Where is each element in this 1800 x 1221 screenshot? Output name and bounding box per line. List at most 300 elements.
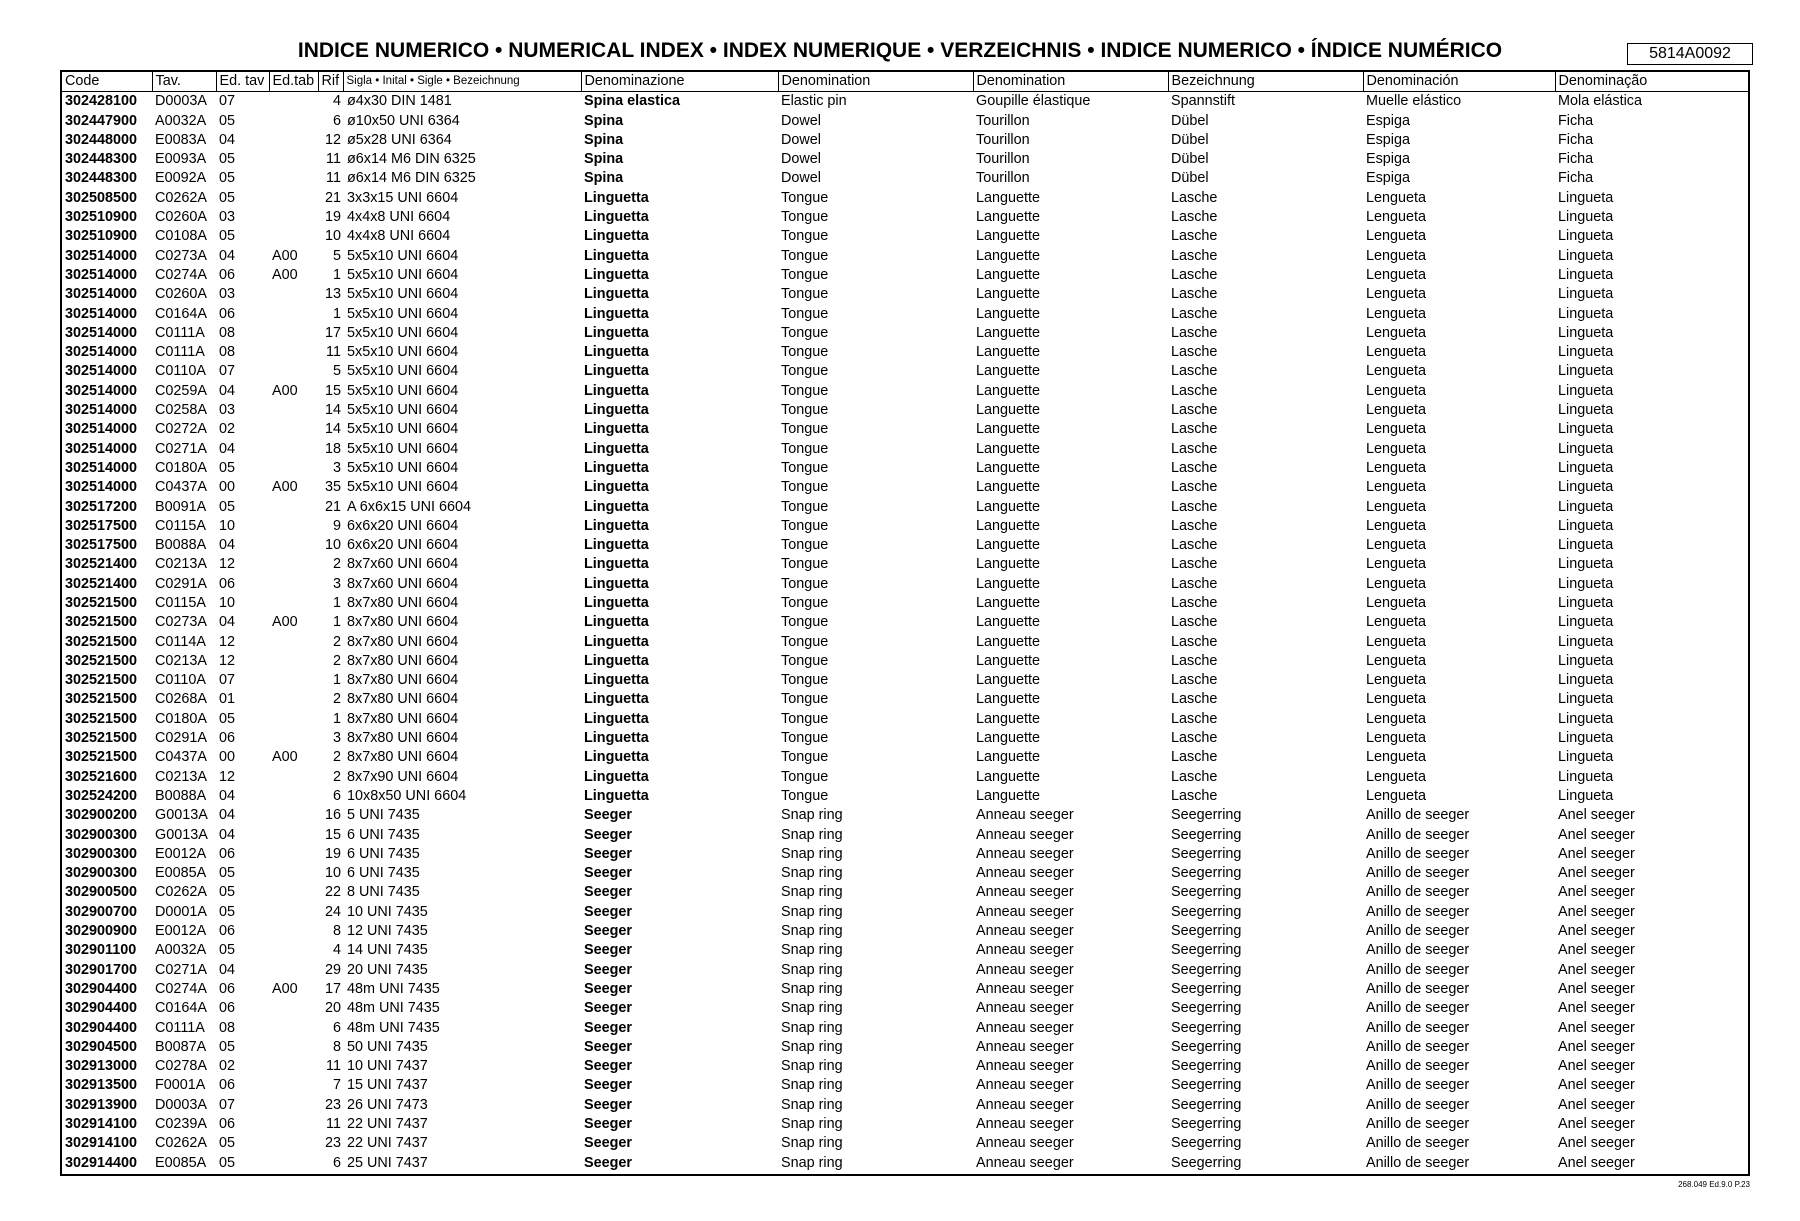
cell-denomination-en: Dowel [781,131,821,148]
cell-denomination-fr: Anneau seeger [976,1077,1074,1094]
cell-sigla: 48m UNI 7435 [347,1000,440,1017]
cell-ed-tab [269,420,318,439]
cell-ed-tab [269,960,318,979]
table-row [62,767,1748,786]
cell-tav: D0003A [155,93,208,110]
cell-bezeichnung: Seegerring [1171,903,1242,920]
cell-denomination-en: Snap ring [781,903,843,920]
table-row [62,420,1748,439]
cell-tav: C0111A [155,1019,205,1036]
cell-rif: 15 [324,826,341,843]
cell-denominacion: Lengueta [1366,363,1427,380]
cell-sigla: 15 UNI 7437 [347,1077,428,1094]
cell-ed-tab [269,362,318,381]
cell-denominacao: Lingueta [1558,614,1614,631]
cell-rif: 18 [324,440,341,457]
cell-rif: 10 [324,228,341,245]
cell-ed-tab [269,536,318,555]
cell-denominacao: Lingueta [1558,556,1614,573]
cell-ed-tav: 04 [219,440,236,457]
cell-denomination-fr: Anneau seeger [976,980,1074,997]
table-row [62,671,1748,690]
cell-denominazione: Seeger [584,845,632,862]
cell-ed-tab [269,864,318,883]
cell-tav: G0013A [155,826,208,843]
cell-bezeichnung: Dübel [1171,112,1209,129]
cell-denominacion: Lengueta [1366,575,1427,592]
cell-ed-tav: 04 [219,537,236,554]
cell-denominacion: Lengueta [1366,324,1427,341]
cell-denominacion: Lengueta [1366,209,1427,226]
table-row [62,1076,1748,1095]
cell-bezeichnung: Lasche [1171,344,1218,361]
cell-denominacion: Anillo de seeger [1366,845,1470,862]
cell-denominacao: Lingueta [1558,382,1614,399]
cell-code: 302514000 [65,344,138,361]
cell-denomination-fr: Anneau seeger [976,1019,1074,1036]
cell-code: 302521500 [65,614,138,631]
table-row [62,922,1748,941]
cell-code: 302900900 [65,923,138,940]
cell-denominacao: Anel seeger [1558,865,1635,882]
cell-denomination-fr: Tourillon [976,131,1030,148]
cell-denomination-fr: Anneau seeger [976,1058,1074,1075]
cell-rif: 29 [324,961,341,978]
cell-denomination-fr: Anneau seeger [976,1116,1074,1132]
cell-bezeichnung: Lasche [1171,286,1218,303]
cell-denomination-fr: Anneau seeger [976,923,1074,940]
table-row [62,845,1748,864]
cell-ed-tav: 07 [219,93,236,110]
cell-rif: 2 [332,691,341,708]
cell-rif: 9 [332,517,341,534]
cell-denomination-fr: Anneau seeger [976,1000,1074,1017]
table-row [62,864,1748,883]
cell-denominacion: Espiga [1366,131,1411,148]
cell-denominacion: Lengueta [1366,556,1427,573]
cell-code: 302508500 [65,189,138,206]
cell-ed-tab: A00 [272,247,298,264]
cell-code: 302904400 [65,980,138,997]
cell-denominacion: Lengueta [1366,498,1427,515]
cell-denominacion: Lengueta [1366,614,1427,631]
cell-rif: 23 [324,1135,341,1152]
cell-sigla: 5x5x10 UNI 6604 [347,440,459,457]
cell-denominacion: Lengueta [1366,440,1427,457]
cell-tav: C0164A [155,1000,208,1017]
cell-ed-tav: 05 [219,151,236,168]
cell-code: 302448300 [65,170,138,187]
cell-denomination-en: Snap ring [781,1077,843,1094]
cell-sigla: 8x7x80 UNI 6604 [347,730,459,747]
cell-ed-tab [269,343,318,362]
table-row [62,613,1748,632]
cell-ed-tab [269,574,318,593]
cell-sigla: 4x4x8 UNI 6604 [347,209,451,226]
cell-denomination-fr: Languette [976,363,1041,380]
cell-denomination-fr: Languette [976,537,1041,554]
cell-denominacao: Anel seeger [1558,1116,1635,1132]
cell-ed-tab [269,324,318,343]
cell-rif: 2 [332,556,341,573]
cell-tav: C0262A [155,1135,208,1152]
cell-code: 302521400 [65,556,138,573]
cell-ed-tab [269,497,318,516]
cell-sigla: 5x5x10 UNI 6604 [347,324,459,341]
cell-bezeichnung: Lasche [1171,228,1218,245]
table-row [62,980,1748,999]
cell-code: 302517500 [65,517,138,534]
cell-tav: C0110A [155,363,206,380]
cell-denominacion: Lengueta [1366,421,1427,438]
cell-ed-tab [269,131,318,150]
cell-code: 302521500 [65,672,138,689]
cell-denominacion: Anillo de seeger [1366,961,1470,978]
cell-sigla: 6x6x20 UNI 6604 [347,537,459,554]
cell-denomination-fr: Languette [976,768,1041,785]
cell-denomination-fr: Languette [976,614,1041,631]
cell-rif: 11 [326,344,341,361]
cell-code: 302524200 [65,787,138,804]
cell-denominazione: Linguetta [584,517,649,534]
cell-ed-tab [269,459,318,478]
table-row [62,227,1748,246]
cell-denomination-en: Tongue [781,556,829,573]
cell-denominazione: Linguetta [584,382,649,399]
cell-bezeichnung: Lasche [1171,556,1218,573]
cell-denomination-en: Tongue [781,402,829,419]
cell-denominacao: Lingueta [1558,228,1614,245]
cell-code: 302900300 [65,826,138,843]
cell-ed-tab: A00 [272,749,298,766]
cell-sigla: 50 UNI 7435 [347,1038,428,1055]
cell-ed-tav: 04 [219,961,236,978]
cell-denomination-fr: Tourillon [976,112,1030,129]
cell-ed-tab [269,1095,318,1114]
cell-sigla: 6 UNI 7435 [347,845,420,862]
cell-rif: 10 [324,537,341,554]
cell-ed-tab: A00 [272,980,298,997]
cell-ed-tab [269,883,318,902]
cell-tav: F0001A [155,1077,206,1094]
cell-tav: C0274A [155,980,208,997]
cell-denominacao: Lingueta [1558,421,1614,438]
cell-denomination-fr: Languette [976,594,1041,611]
cell-bezeichnung: Lasche [1171,479,1218,496]
cell-bezeichnung: Lasche [1171,324,1218,341]
cell-denominacao: Anel seeger [1558,884,1635,901]
table-row [62,362,1748,381]
cell-bezeichnung: Seegerring [1171,1135,1242,1152]
cell-rif: 24 [324,903,341,920]
cell-bezeichnung: Seegerring [1171,1038,1242,1055]
cell-denominazione: Linguetta [584,479,649,496]
cell-ed-tav: 04 [219,807,236,824]
cell-tav: C0437A [155,479,208,496]
table-row [62,439,1748,458]
cell-bezeichnung: Lasche [1171,730,1218,747]
cell-denominazione: Spina [584,151,624,168]
cell-denomination-en: Dowel [781,112,821,129]
cell-denomination-fr: Languette [976,672,1041,689]
cell-code: 302514000 [65,363,138,380]
cell-ed-tav: 04 [219,787,236,804]
cell-ed-tab [269,729,318,748]
cell-denomination-en: Tongue [781,189,829,206]
cell-ed-tav: 04 [219,382,236,399]
cell-denominacion: Anillo de seeger [1366,1058,1470,1075]
cell-denomination-en: Snap ring [781,961,843,978]
cell-denominazione: Linguetta [584,672,649,689]
cell-bezeichnung: Lasche [1171,691,1218,708]
table-row [62,999,1748,1018]
table-row [62,729,1748,748]
cell-denominacao: Anel seeger [1558,1000,1635,1017]
cell-ed-tab [269,922,318,941]
cell-ed-tab [269,517,318,536]
cell-sigla: 10 UNI 7437 [347,1058,428,1075]
cell-rif: 2 [332,749,341,766]
cell-denomination-en: Dowel [781,170,821,187]
cell-denominacao: Lingueta [1558,672,1614,689]
cell-tav: C0213A [155,768,208,785]
cell-denominazione: Linguetta [584,189,649,206]
cell-bezeichnung: Lasche [1171,710,1218,727]
cell-sigla: 5x5x10 UNI 6604 [347,305,459,322]
cell-ed-tab [269,439,318,458]
cell-tav: C0291A [155,575,208,592]
cell-ed-tav: 05 [219,459,236,476]
cell-tav: C0115A [155,517,206,534]
cell-denominacao: Lingueta [1558,209,1614,226]
cell-denomination-fr: Languette [976,440,1041,457]
cell-tav: C0437A [155,749,208,766]
cell-ed-tab [269,111,318,130]
cell-denominacion: Anillo de seeger [1366,903,1470,920]
cell-rif: 5 [332,247,341,264]
cell-sigla: 5x5x10 UNI 6604 [347,363,459,380]
cell-denomination-fr: Languette [976,787,1041,804]
cell-denomination-fr: Anneau seeger [976,903,1074,920]
cell-denominacion: Anillo de seeger [1366,1000,1470,1017]
cell-denominacion: Anillo de seeger [1366,1154,1470,1171]
cell-tav: C0114A [155,633,206,650]
index-table [62,72,1748,1173]
cell-rif: 8 [332,923,341,940]
cell-denominacao: Anel seeger [1558,980,1635,997]
table-row [62,555,1748,574]
index-table-frame [60,70,1750,1176]
cell-sigla: 4x4x8 UNI 6604 [347,228,451,245]
cell-code: 302514000 [65,421,138,438]
cell-code: 302517200 [65,498,138,515]
cell-denomination-en: Snap ring [781,1096,843,1113]
cell-ed-tav: 06 [219,980,236,997]
table-row [62,690,1748,709]
cell-ed-tav: 08 [219,324,236,341]
cell-denominazione: Seeger [584,865,632,882]
cell-denominacion: Anillo de seeger [1366,1038,1470,1055]
cell-ed-tav: 03 [219,402,236,419]
table-row [62,1095,1748,1114]
cell-rif: 23 [324,1096,341,1113]
cell-ed-tav: 06 [219,305,236,322]
cell-sigla: 8x7x60 UNI 6604 [347,556,459,573]
cell-denominazione: Seeger [584,942,632,959]
cell-tav: E0012A [155,845,207,862]
cell-code: 302904400 [65,1000,138,1017]
cell-sigla: 5x5x10 UNI 6604 [347,286,459,303]
cell-denomination-en: Tongue [781,633,829,650]
cell-ed-tab [269,806,318,825]
cell-sigla: 22 UNI 7437 [347,1116,428,1132]
cell-denomination-en: Snap ring [781,1019,843,1036]
cell-denomination-fr: Anneau seeger [976,826,1074,843]
cell-denomination-en: Tongue [781,517,829,534]
cell-denominazione: Linguetta [584,247,649,264]
cell-sigla: 5x5x10 UNI 6604 [347,266,459,283]
table-row [62,208,1748,227]
cell-denominazione: Seeger [584,903,632,920]
cell-code: 302913900 [65,1096,138,1113]
table-row [62,324,1748,343]
cell-denominacion: Lengueta [1366,479,1427,496]
cell-denominacao: Anel seeger [1558,1077,1635,1094]
cell-denomination-en: Elastic pin [781,93,847,110]
cell-denominacion: Lengueta [1366,768,1427,785]
page-title: INDICE NUMERICO • NUMERICAL INDEX • INDEX NUMERIQUE • VERZEICHNIS • INDICE NUMERICO • ÍNDICE NUMÉRICO [297,39,1503,62]
col-header-tav: Tav. [152,72,216,92]
cell-denominacao: Lingueta [1558,575,1614,592]
cell-denomination-fr: Languette [976,286,1041,303]
cell-denomination-en: Tongue [781,498,829,515]
cell-sigla: 26 UNI 7473 [347,1096,428,1113]
cell-denominacao: Lingueta [1558,189,1614,206]
cell-rif: 19 [324,209,341,226]
table-row [62,806,1748,825]
table-row [62,960,1748,979]
cell-ed-tav: 06 [219,1000,236,1017]
table-row [62,343,1748,362]
cell-code: 302514000 [65,305,138,322]
cell-denominacao: Lingueta [1558,537,1614,554]
cell-rif: 4 [332,93,341,110]
cell-denomination-en: Tongue [781,575,829,592]
table-row [62,478,1748,497]
cell-rif: 5 [332,363,341,380]
cell-ed-tav: 05 [219,112,236,129]
cell-denomination-en: Tongue [781,652,829,669]
table-row [62,1115,1748,1134]
cell-denominazione: Linguetta [584,710,649,727]
cell-bezeichnung: Lasche [1171,672,1218,689]
cell-denominazione: Linguetta [584,556,649,573]
cell-denomination-fr: Tourillon [976,170,1030,187]
cell-denomination-en: Snap ring [781,884,843,901]
cell-bezeichnung: Lasche [1171,787,1218,804]
cell-ed-tab: A00 [272,614,298,631]
cell-denomination-en: Snap ring [781,1058,843,1075]
cell-denominacion: Anillo de seeger [1366,807,1470,824]
cell-bezeichnung: Lasche [1171,633,1218,650]
cell-tav: C0271A [155,440,208,457]
cell-denomination-en: Snap ring [781,1038,843,1055]
cell-bezeichnung: Lasche [1171,209,1218,226]
cell-ed-tab [269,1018,318,1037]
table-row [62,710,1748,729]
cell-ed-tav: 04 [219,131,236,148]
cell-tav: E0085A [155,865,207,882]
cell-denomination-fr: Languette [976,517,1041,534]
cell-code: 302514000 [65,479,138,496]
cell-sigla: 5x5x10 UNI 6604 [347,459,459,476]
cell-ed-tav: 05 [219,1038,236,1055]
cell-denominacao: Lingueta [1558,344,1614,361]
cell-ed-tab [269,845,318,864]
cell-denominacao: Anel seeger [1558,923,1635,940]
cell-bezeichnung: Spannstift [1171,93,1235,110]
cell-ed-tav: 06 [219,266,236,283]
cell-ed-tav: 10 [219,517,236,534]
cell-denominazione: Linguetta [584,363,649,380]
cell-denominacion: Espiga [1366,170,1411,187]
cell-denomination-en: Tongue [781,247,829,264]
cell-denominacao: Lingueta [1558,691,1614,708]
table-row [62,632,1748,651]
cell-denomination-en: Tongue [781,787,829,804]
cell-code: 302913000 [65,1058,138,1075]
table-row [62,825,1748,844]
cell-sigla: 6x6x20 UNI 6604 [347,517,459,534]
cell-ed-tav: 03 [219,286,236,303]
cell-rif: 11 [326,170,341,187]
table-row [62,787,1748,806]
cell-ed-tav: 10 [219,594,236,611]
cell-denomination-fr: Anneau seeger [976,807,1074,824]
cell-ed-tav: 08 [219,1019,236,1036]
cell-denominazione: Linguetta [584,421,649,438]
table-row [62,652,1748,671]
table-row [62,1018,1748,1037]
cell-denominazione: Linguetta [584,266,649,283]
cell-denominacao: Lingueta [1558,324,1614,341]
table-row [62,594,1748,613]
cell-denominacion: Anillo de seeger [1366,980,1470,997]
cell-tav: C0180A [155,459,208,476]
table-row [62,285,1748,304]
cell-tav: C0262A [155,884,208,901]
table-row [62,941,1748,960]
cell-denominacao: Mola elástica [1558,93,1642,110]
cell-tav: C0274A [155,266,208,283]
cell-denominacao: Ficha [1558,151,1594,168]
cell-ed-tab [269,999,318,1018]
cell-denominacion: Anillo de seeger [1366,1077,1470,1094]
cell-sigla: 8x7x80 UNI 6604 [347,749,459,766]
cell-bezeichnung: Lasche [1171,440,1218,457]
table-row [62,1057,1748,1076]
cell-denominazione: Linguetta [584,305,649,322]
cell-code: 302521500 [65,594,138,611]
cell-ed-tav: 05 [219,498,236,515]
cell-rif: 11 [326,1058,341,1075]
cell-bezeichnung: Lasche [1171,652,1218,669]
cell-ed-tav: 05 [219,1154,236,1171]
cell-ed-tav: 00 [219,479,236,496]
cell-denomination-en: Tongue [781,324,829,341]
cell-denominazione: Linguetta [584,344,649,361]
cell-code: 302521500 [65,633,138,650]
